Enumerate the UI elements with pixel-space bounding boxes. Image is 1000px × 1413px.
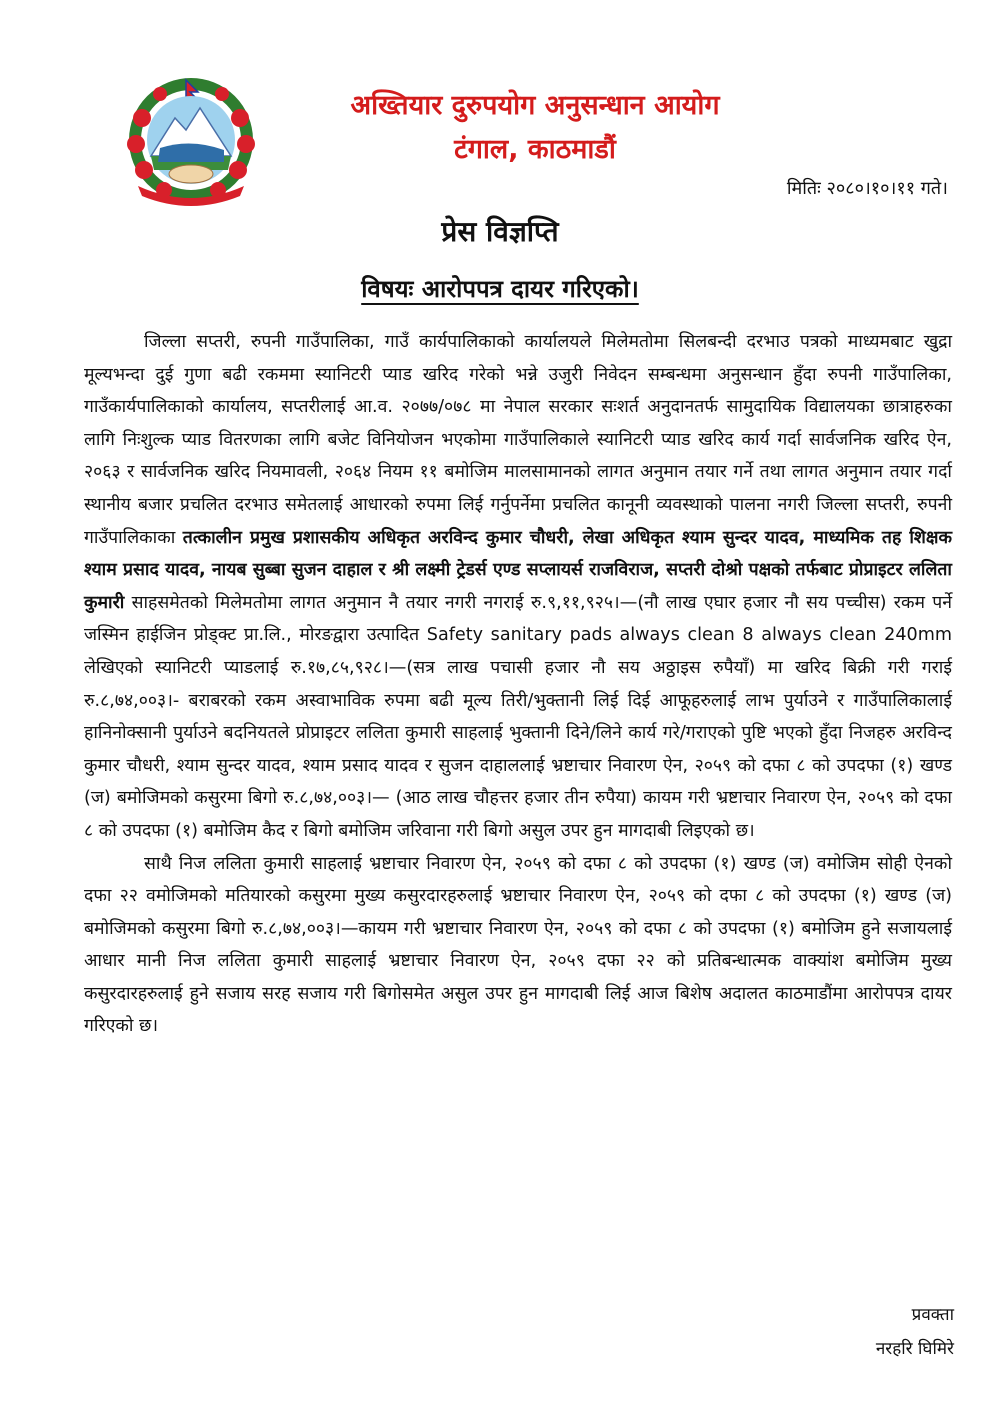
paragraph-2: साथै निज ललिता कुमारी साहलाई भ्रष्टाचार निवारण ऐन, २०५९ को दफा ८ को उपदफा (१) खण्ड (ज) वमोजिम सोही ऐनको दफा २२ वमोजिमको मतियारको कसुरमा मुख्य कसुरदारहरुलाई भ्रष्टाचार निवारण ऐन, २०५९ को दफा ८ को उपदफा (१) खण्ड (ज) बमोजिमको कसुरमा बिगो रु.८,७४,००३।—कायम गरी भ्रष्टाचार निवारण ऐन, २०५९ को दफा ८ को उपदफा (१) बमोजिम हुने सजायलाई आधार मानी निज ललिता कुमारी साहलाई भ्रष्टाचार निवारण ऐन, २०५९ दफा २२ को प्रतिबन्धात्मक वाक्यांश बमोजिम मुख्य कसुरदारहरुलाई हुने सजाय सरह सजाय गरी बिगोसमेत असुल उपर हुन मागदाबी लिई आज बिशेष अदालत काठमाडौंमा आरोपपत्र दायर गरिएको छ। [84, 853, 952, 1037]
subject-text: विषयः आरोपपत्र दायर गरिएको। [361, 275, 639, 303]
paragraph-1-text-a: जिल्ला सप्तरी, रुपनी गाउँपालिका, गाउँ कार्यपालिकाको कार्यालयले मिलेमतोमा सिलबन्दी दरभाउ पत्रको माध्यमबाट खुद्रा मूल्यभन्दा दुई गुणा बढी रकममा स्यानिटरी प्याड खरिद गरेको भन्ने उजुरी निवेदन सम्बन्धमा अनुसन्धान हुँदा रुपनी गाउँपालिका, गाउँकार्यपालिकाको कार्यालय, सप्तरीलाई आ.व. २०७७/०७८ मा नेपाल सरकार सःशर्त अनुदानतर्फ सामुदायिक विद्यालयका छात्राहरुका लागि निःशुल्क प्याड वितरणका लागि बजेट विनियोजन भएकोमा गाउँपालिकाले स्यानिटरी प्याड खरिद कार्य गर्दा सार्वजनिक खरिद ऐन, २०६३ र सार्वजनिक खरिद नियमावली, २०६४ नियम ११ बमोजिम मालसामानको लागत अनुमान तयार गर्ने तथा लागत अनुमान तयार गर्दा स्थानीय बजार प्रचलित दरभाउ समेतलाई आधारको रुपमा लिई गर्नुपर्नेमा प्रचलित कानूनी व्यवस्थाको पालना नगरी जिल्ला सप्तरी, रुपनी गाउँपालिकाका [84, 332, 952, 548]
signature-block [876, 1298, 954, 1366]
paragraph-1-bold-names: तत्कालीन प्रमुख प्रशासकीय अधिकृत अरविन्द कुमार चौधरी, लेखा अधिकृत श्याम सुन्दर यादव, माध्यमिक तह शिक्षक श्याम प्रसाद यादव, नायब सुब्बा सुजन दाहाल र श्री लक्ष्मी ट्रेडर्स एण्ड सप्लायर्स राजविराज, सप्तरी दोश्रो पक्षको तर्फबाट प्रोप्राइटर ललिता कुमारी [84, 527, 952, 613]
paragraph-1-text-b: साहसमेतको मिलेमतोमा लागत अनुमान नै तयार नगरी नगराई रु.९,११,९२५।—(नौ लाख एघार हजार नौ सय पच्चीस) रकम पर्ने जस्मिन हाईजिन प्रोड्क्ट प्रा.लि., मोरङद्वारा उत्पादित Safety sanitary pads always clean 8 always clean 240mm लेखिएको स्यानिटरी प्याडलाई रु.१७,८५,९२८।—(सत्र लाख पचासी हजार नौ सय अठ्ठाइस रुपैयाँ) मा खरिद बिक्री गरी गराई रु.८,७४,००३।- बराबरको रकम अस्वाभाविक रुपमा बढी मूल्य तिरी/भुक्तानी लिई दिई आफूहरुलाई लाभ पुर्याउने र गाउँपालिकालाई हानिनोक्सानी पुर्याउने बदनियतले प्रोप्राइटर ललिता कुमारी साहलाई भुक्तानी दिने/लिने कार्य गरे/गराएको पुष्टि भएको हुँदा निजहरु अरविन्द कुमार चौधरी, श्याम सुन्दर यादव, श्याम प्रसाद यादव र सुजन दाहाललाई भ्रष्टाचार निवारण ऐन, २०५९ को दफा ८ को उपदफा (१) खण्ड (ज) बमोजिमको कसुरमा बिगो रु.८,७४,००३।— (आठ लाख चौहत्तर हजार तीन रुपैया) कायम गरी भ्रष्टाचार निवारण ऐन, २०५९ को दफा ८ को उपदफा (१) बमोजिम कैद र बिगो बमोजिम जरिवाना गरी बिगो असुल उपर हुन मागदाबी लिइएको छ। [84, 592, 952, 841]
paragraph-1 [84, 326, 952, 848]
spokesperson-role: प्रवक्ता [911, 1305, 954, 1325]
organization-address: टंगाल, काठमाडौं [454, 134, 616, 165]
document-date: मितिः २०८०।१०।११ गते। [786, 178, 948, 199]
organization-name: अख्तियार दुरुपयोग अनुसन्धान आयोग [350, 90, 720, 121]
subject-line [0, 272, 1000, 305]
nepal-emblem-icon [120, 78, 262, 208]
spokesperson-name: नरहरि घिमिरे [875, 1339, 954, 1359]
page-title: प्रेस विज्ञप्ति [441, 215, 559, 248]
document-body [84, 326, 952, 1043]
